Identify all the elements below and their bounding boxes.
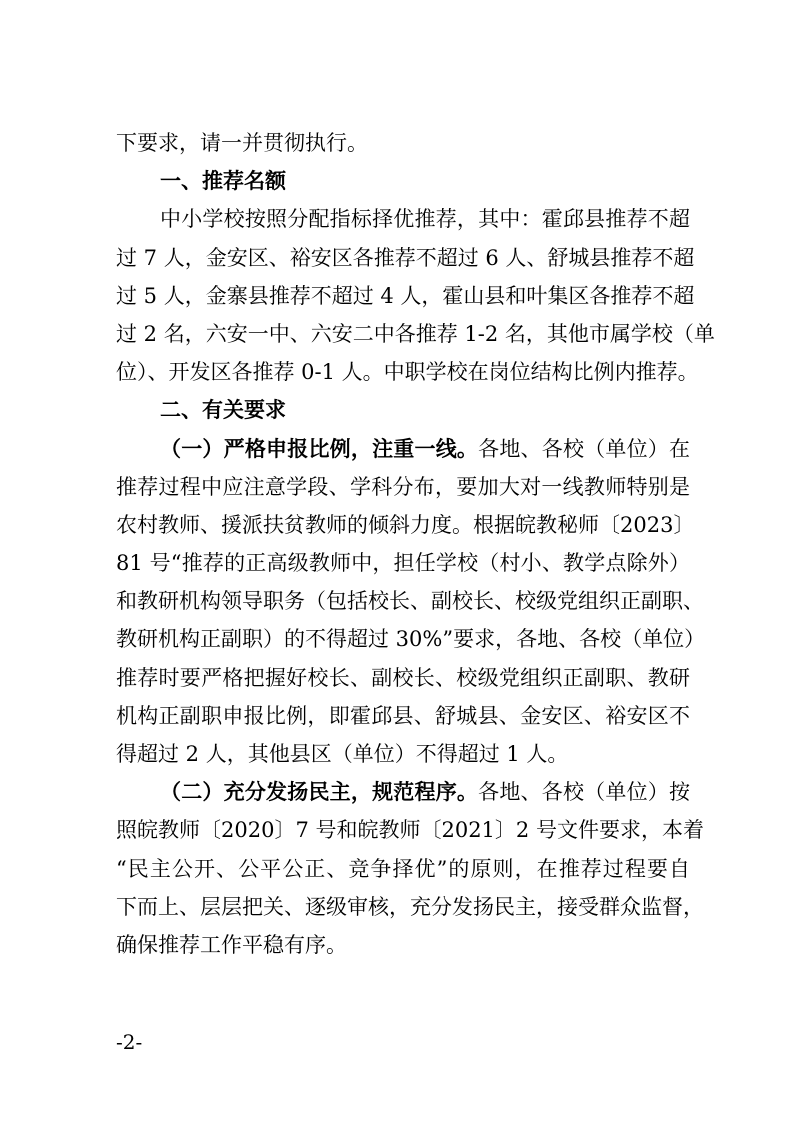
- paragraph-line: （一）严格申报比例，注重一线。各地、各校（单位）在: [160, 435, 690, 461]
- paragraph-line: 下而上、层层把关、逐级审核，充分发扬民主，接受群众监督，: [116, 894, 704, 919]
- paragraph-line: （二）充分发扬民主，规范程序。各地、各校（单位）按: [160, 779, 690, 805]
- subsection-title-ratio: （一）严格申报比例，注重一线。: [160, 435, 479, 461]
- paragraph-line: 和教研机构领导职务（包括校长、副校长、校级党组织正副职、: [116, 589, 704, 614]
- paragraph-line: 得超过 2 人，其他县区（单位）不得超过 1 人。: [116, 742, 569, 766]
- subsection-title-democracy: （二）充分发扬民主，规范程序。: [160, 779, 479, 805]
- paragraph-line: 下要求，请一并贯彻执行。: [116, 131, 368, 155]
- paragraph-line: 位）、开发区各推荐 0-1 人。中职学校在岗位结构比例内推荐。: [116, 360, 699, 385]
- paragraph-line: 过 5 人，金寨县推荐不超过 4 人，霍山县和叶集区各推荐不超: [116, 283, 695, 308]
- paragraph-line: 中小学校按照分配指标择优推荐，其中：霍邱县推荐不超: [160, 207, 690, 232]
- paragraph-line: 照皖教师〔2020〕7 号和皖教师〔2021〕2 号文件要求，本着: [116, 818, 704, 843]
- paragraph-line: 81 号“推荐的正高级教师中，担任学校（村小、教学点除外）: [116, 551, 690, 576]
- paragraph-line: 农村教师、援派扶贫教师的倾斜力度。根据皖教秘师〔2023〕: [116, 512, 695, 537]
- section-heading-requirements: 二、有关要求: [160, 398, 286, 423]
- paragraph-line: 教研机构正副职）的不得超过 30%”要求，各地、各校（单位）: [116, 627, 706, 652]
- section-heading-quota: 一、推荐名额: [160, 169, 286, 194]
- paragraph-line: 过 2 名，六安一中、六安二中各推荐 1-2 名，其他市属学校（单: [116, 321, 715, 346]
- paragraph-line: 机构正副职申报比例，即霍邱县、舒城县、金安区、裕安区不: [116, 703, 690, 728]
- document-body: [116, 124, 715, 964]
- page-number: -2-: [116, 1030, 143, 1054]
- paragraph-line: 推荐过程中应注意学段、学科分布，要加大对一线教师特别是: [116, 474, 690, 499]
- paragraph-line: 确保推荐工作平稳有序。: [116, 932, 347, 957]
- paragraph-line: 推荐时要严格把握好校长、副校长、校级党组织正副职、教研: [116, 665, 690, 690]
- paragraph-line: 过 7 人，金安区、裕安区各推荐不超过 6 人、舒城县推荐不超: [116, 245, 695, 270]
- paragraph-line: “民主公开、公平公正、竞争择优”的原则，在推荐过程要自: [116, 856, 690, 881]
